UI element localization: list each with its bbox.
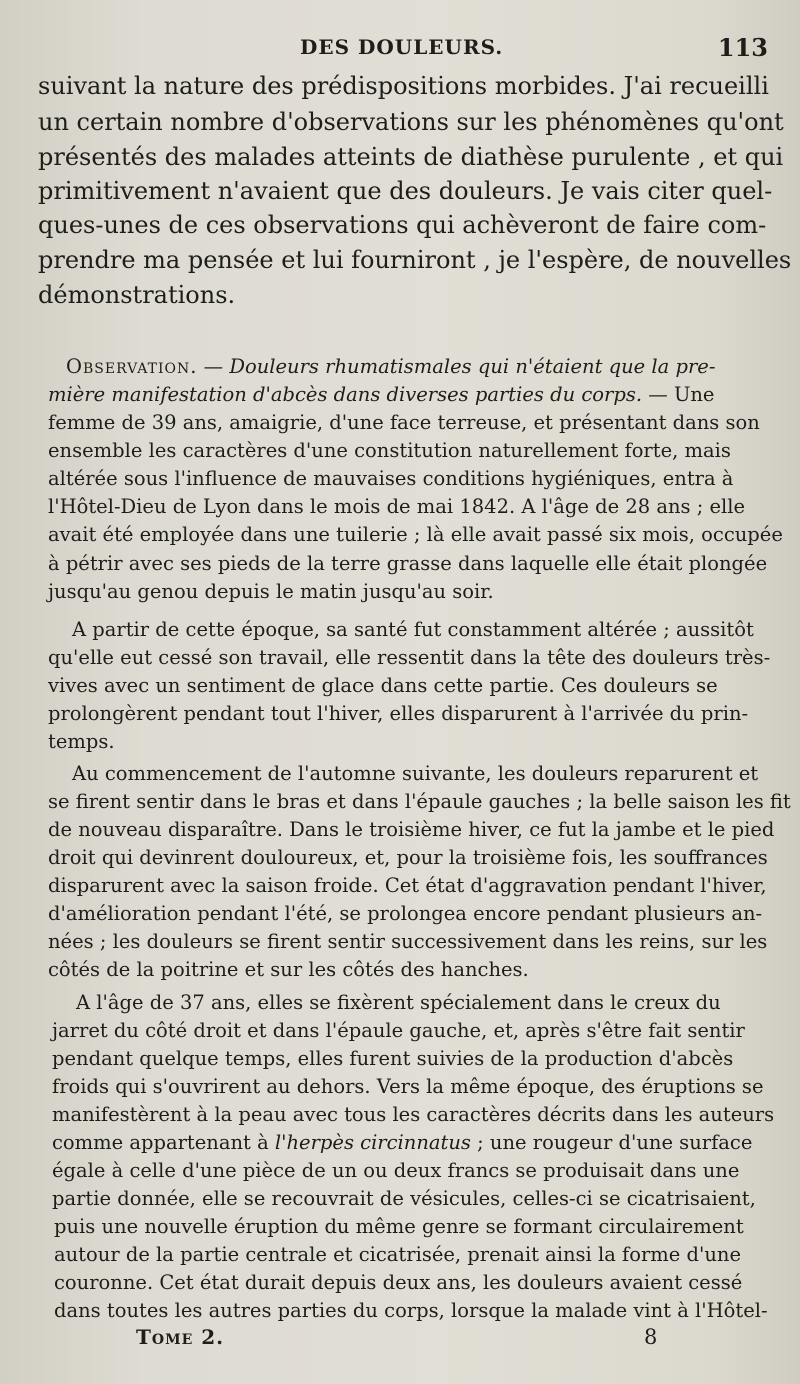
- text-line: dans toutes les autres parties du corps, lorsque la malade vint à l'Hôtel-: [54, 1299, 768, 1322]
- text-line: manifestèrent à la peau avec tous les caractères décrits dans les auteurs: [52, 1103, 775, 1126]
- observation-title-continued: mière manifestation d'abcès dans diverses parties du corps.: [48, 383, 643, 406]
- text-line: d'amélioration pendant l'été, se prolongea encore pendant plusieurs an-: [48, 902, 763, 925]
- text-line: vives avec un sentiment de glace dans cette partie. Ces douleurs se: [48, 674, 718, 697]
- text-line: altérée sous l'influence de mauvaises conditions hygiéniques, entra à: [48, 467, 734, 490]
- italic-term: l'herpès circinnatus: [274, 1131, 471, 1154]
- text-line: A partir de cette époque, sa santé fut constamment altérée ; aussitôt: [72, 618, 754, 641]
- observation-title: Douleurs rhumatismales qui n'étaient que la pre-: [229, 355, 716, 378]
- page-header: [0, 33, 800, 67]
- text-line: femme de 39 ans, amaigrie, d'une face terreuse, et présentant dans son: [48, 411, 760, 434]
- text-line: puis une nouvelle éruption du même genre se formant circulairement: [54, 1215, 744, 1238]
- text-line: autour de la partie centrale et cicatrisée, prenait ainsi la forme d'une: [54, 1243, 742, 1266]
- text-line: ensemble les caractères d'une constitution naturellement forte, mais: [48, 439, 731, 462]
- text-line: de nouveau disparaître. Dans le troisième hiver, ce fut la jambe et le pied: [48, 818, 775, 841]
- text-line: froids qui s'ouvrirent au dehors. Vers la même époque, des éruptions se: [52, 1075, 764, 1098]
- text-fragment: ; une rougeur d'une surface: [470, 1131, 753, 1154]
- text-line: l'Hôtel-Dieu de Lyon dans le mois de mai 1842. A l'âge de 28 ans ; elle: [48, 495, 746, 518]
- text-line: temps.: [48, 730, 115, 753]
- text-line: ques-unes de ces observations qui achèveront de faire com-: [38, 211, 767, 239]
- running-title: DES DOULEURS.: [300, 35, 504, 59]
- text-line: pendant quelque temps, elles furent suivies de la production d'abcès: [52, 1047, 734, 1070]
- observation-title-end: — Une: [642, 383, 715, 406]
- text-line: nées ; les douleurs se firent sentir successivement dans les reins, sur les: [48, 930, 768, 953]
- text-line: partie donnée, elle se recouvrait de vésicules, celles-ci se cicatrisaient,: [52, 1187, 756, 1210]
- text-line: disparurent avec la saison froide. Cet état d'aggravation pendant l'hiver,: [48, 874, 767, 897]
- text-line: primitivement n'avaient que des douleurs. Je vais citer quel-: [38, 177, 773, 205]
- text-line: prendre ma pensée et lui fourniront , je l'espère, de nouvelles: [38, 246, 792, 274]
- text-line: A l'âge de 37 ans, elles se fixèrent spécialement dans le creux du: [76, 991, 721, 1014]
- text-line: droit qui devinrent douloureux, et, pour la troisième fois, les souffrances: [48, 846, 768, 869]
- text-line: égale à celle d'une pièce de un ou deux francs se produisait dans une: [52, 1159, 740, 1182]
- text-line: jarret du côté droit et dans l'épaule gauche, et, après s'être fait sentir: [52, 1019, 745, 1042]
- em-dash: —: [197, 355, 230, 378]
- text-line: à pétrir avec ses pieds de la terre grasse dans laquelle elle était plongée: [48, 552, 768, 575]
- text-fragment: comme appartenant à: [52, 1131, 269, 1154]
- text-line: qu'elle eut cessé son travail, elle ressentit dans la tête des douleurs très-: [48, 646, 771, 669]
- text-line: démonstrations.: [38, 281, 236, 309]
- text-line: Au commencement de l'automne suivante, les douleurs reparurent et: [72, 762, 759, 785]
- page-number: 113: [717, 33, 768, 62]
- observation-label: Observation.: [66, 355, 198, 378]
- volume-label: Tome 2.: [136, 1325, 225, 1349]
- text-line: côtés de la poitrine et sur les côtés des hanches.: [48, 958, 529, 981]
- signature-mark: 8: [644, 1325, 658, 1349]
- text-line: présentés des malades atteints de diathèse purulente , et qui: [38, 143, 784, 171]
- text-line: couronne. Cet état durait depuis deux ans, les douleurs avaient cessé: [54, 1271, 743, 1294]
- text-line: jusqu'au genou depuis le matin jusqu'au soir.: [48, 580, 494, 603]
- text-line: se firent sentir dans le bras et dans l'épaule gauches ; la belle saison les fit: [48, 790, 791, 813]
- text-line: prolongèrent pendant tout l'hiver, elles disparurent à l'arrivée du prin-: [48, 702, 749, 725]
- text-line: un certain nombre d'observations sur les phénomènes qu'ont: [38, 108, 784, 136]
- text-line: avait été employée dans une tuilerie ; là elle avait passé six mois, occupée: [48, 523, 783, 546]
- text-line: suivant la nature des prédispositions morbides. J'ai recueilli: [38, 72, 769, 100]
